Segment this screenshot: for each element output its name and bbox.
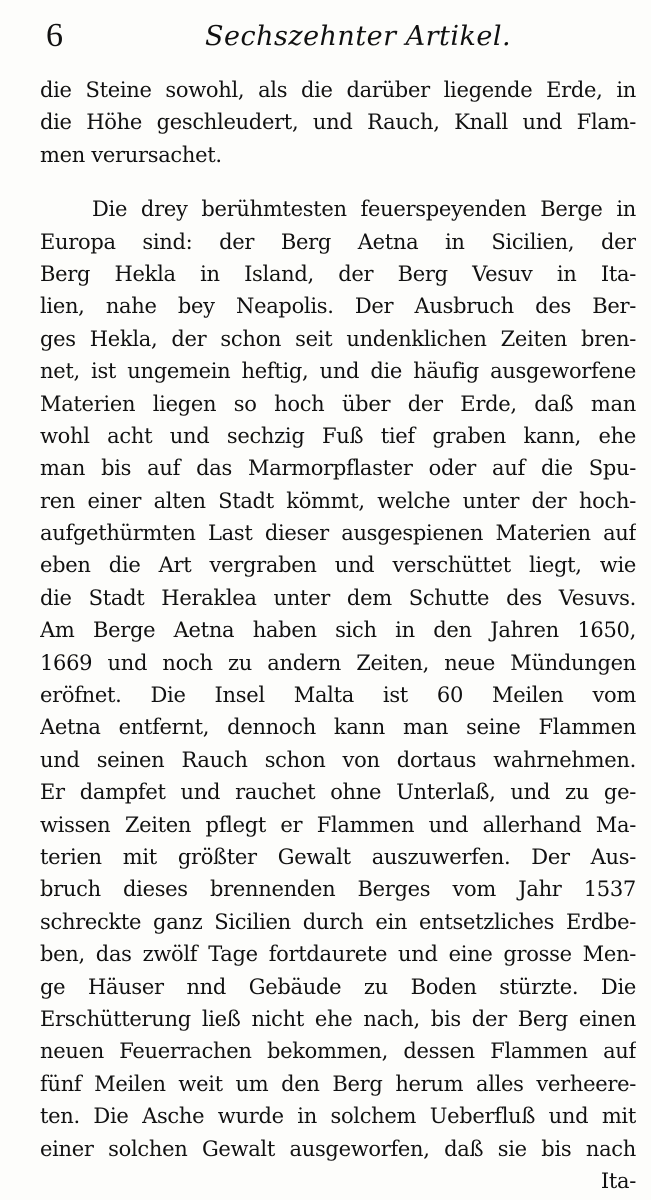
text-line: lien, nahe bey Neapolis. Der Ausbruch des Ber- bbox=[40, 294, 636, 319]
text-line: und seinen Rauch schon von dortaus wahrnehmen. bbox=[40, 747, 636, 772]
paragraph-1 bbox=[40, 74, 636, 171]
text-line: ge Häuser nnd Gebäude zu Boden stürzte. Die bbox=[40, 974, 636, 999]
text-line: ren einer alten Stadt kömmt, welche unter der hoch- bbox=[40, 488, 636, 513]
text-line: men verursachet. bbox=[40, 142, 222, 167]
page-header bbox=[0, 12, 651, 58]
text-line: wissen Zeiten pflegt er Flammen und allerhand Ma- bbox=[40, 812, 636, 837]
text-line: ges Hekla, der schon seit undenklichen Zeiten bren- bbox=[40, 326, 636, 351]
text-line: Materien liegen so hoch über der Erde, daß man bbox=[40, 391, 636, 416]
text-line: eröfnet. Die Insel Malta ist 60 Meilen vom bbox=[40, 683, 636, 708]
text-line: net, ist ungemein heftig, und die häufig ausgeworfene bbox=[40, 359, 636, 384]
running-head: Sechszehnter Artikel. bbox=[205, 21, 512, 52]
text-line: die Steine sowohl, als die darüber liegende Erde, in bbox=[40, 78, 636, 102]
paragraph-gap bbox=[40, 171, 636, 193]
text-line: man bis auf das Marmorpflaster oder auf die Spu- bbox=[40, 456, 636, 481]
text-line: fünf Meilen weit um den Berg herum alles verheere- bbox=[40, 1071, 636, 1096]
text-line: die Höhe geschleudert, und Rauch, Knall und Flam- bbox=[40, 110, 636, 135]
text-line: Am Berge Aetna haben sich in den Jahren 1650, bbox=[40, 618, 636, 643]
text-line: neuen Feuerrachen bekommen, dessen Flammen auf bbox=[40, 1039, 636, 1064]
text-line: Berg Hekla in Island, der Berg Vesuv in Ita- bbox=[40, 261, 636, 286]
text-line: Erschütterung ließ nicht ehe nach, bis der Berg einen bbox=[40, 1006, 636, 1031]
text-line: 1669 und noch zu andern Zeiten, neue Mündungen bbox=[40, 650, 636, 675]
text-line: terien mit größter Gewalt auszuwerfen. Der Aus- bbox=[40, 844, 636, 869]
text-line: schreckte ganz Sicilien durch ein entsetzliches Erdbe- bbox=[40, 909, 636, 934]
body-text bbox=[40, 74, 636, 1197]
text-line: bruch dieses brennenden Berges vom Jahr 1537 bbox=[40, 877, 636, 902]
page-number: 6 bbox=[46, 17, 63, 54]
text-line: Die drey berühmtesten feuerspeyenden Berge in bbox=[92, 197, 636, 222]
paragraph-2 bbox=[40, 193, 636, 1165]
text-line: Aetna entfernt, dennoch kann man seine Flammen bbox=[40, 715, 636, 740]
text-line: ten. Die Asche wurde in solchem Ueberfluß und mit bbox=[40, 1104, 636, 1129]
text-line: Europa sind: der Berg Aetna in Sicilien, der bbox=[40, 229, 636, 254]
text-line: die Stadt Heraklea unter dem Schutte des Vesuvs. bbox=[40, 585, 636, 610]
text-line: Er dampfet und rauchet ohne Unterlaß, und zu ge- bbox=[40, 780, 636, 805]
text-line: einer solchen Gewalt ausgeworfen, daß sie bis nach bbox=[40, 1136, 636, 1161]
text-line: eben die Art vergraben und verschüttet liegt, wie bbox=[40, 553, 636, 578]
text-line: aufgethürmten Last dieser ausgespienen Materien auf bbox=[40, 521, 636, 546]
catchword: Ita- bbox=[600, 1168, 636, 1193]
text-line: wohl acht und sechzig Fuß tief graben kann, ehe bbox=[40, 423, 636, 448]
text-line: ben, das zwölf Tage fortdaurete und eine grosse Men- bbox=[40, 942, 636, 967]
